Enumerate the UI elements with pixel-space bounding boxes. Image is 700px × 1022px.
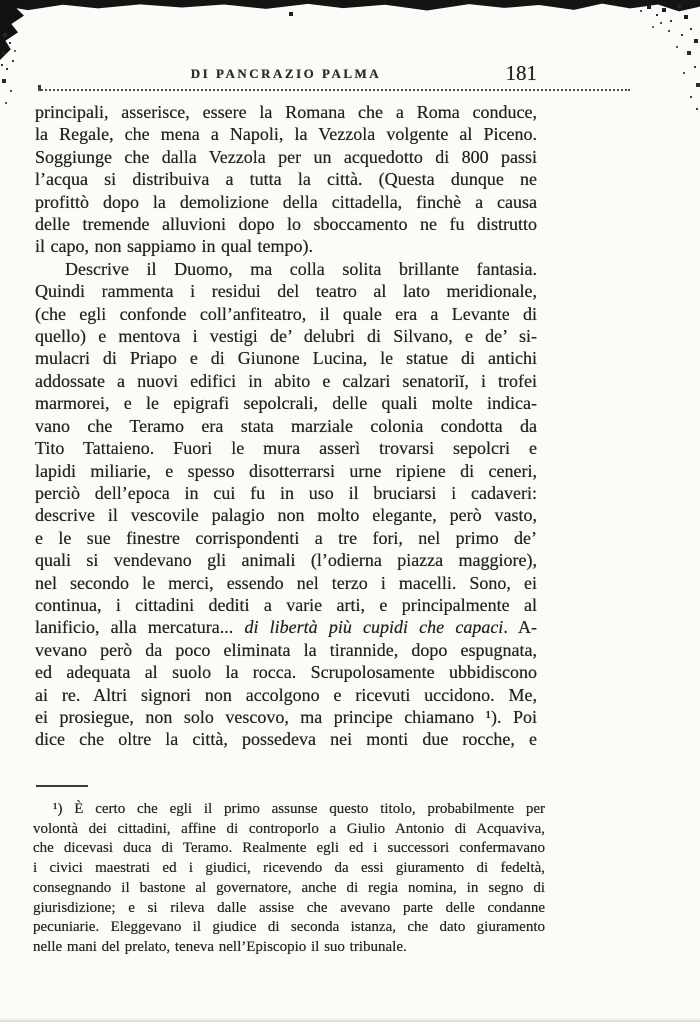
running-header-title: DI PANCRAZIO PALMA [190,66,382,81]
text-segment: . A- [503,617,538,638]
text-line: lapidi miliarie, e spesso disotterrarsi urne ripiene di ceneri, [35,460,537,481]
text-line: consegnando il bastone al governatore, anche di regia nomina, in segno di [33,879,545,896]
text-line: principali, asserisce, essere la Romana che a Roma conduce, [35,102,537,122]
text-line: dice che oltre la città, possedeva nei monti due rocche, e [35,729,537,750]
text-line: i civici maestrati ed i giudici, ricevendo da essi giuramento di fedeltà, [33,860,545,877]
scan-speckles-edges [0,0,2,2]
text-line: quali si vendevano gli animali (l’odierna piazza maggiore), [35,550,537,571]
text-line: quello) e mentova i vestigi de’ delubri di Silvano, e de’ si- [35,326,537,347]
text-line: mulacri di Priapo e di Giunone Lucina, le statue di antichi [35,348,537,369]
text-line: che dicevasi duca di Teramo. Realmente egli ed i successori confermavano [33,840,545,857]
text-line: vano che Teramo era stata marziale colonia condotta da [35,415,537,436]
text-line: Tito Tattaieno. Fuori le mura asserì trovarsi sepolcri e [35,438,537,459]
footnote-separator-rule [36,785,88,787]
text-line: il capo, non sappiamo in qual tempo). [35,236,313,257]
italic-text-segment: di libertà più cupidi che capaci [244,617,504,638]
footnote [33,800,545,958]
scan-artifact-top-edge [0,0,700,12]
text-line: pecuniarie. Eleggevano il giudice di seconda istanza, che dato giuramento [33,919,545,936]
text-line: addossate a nuovi edifici in abito e calzari senatoriĭ, i trofei [35,370,537,391]
text-line [35,616,537,638]
text-line: delle tremende alluvioni dopo lo sboccamento ne fu distrutto [35,214,537,235]
text-line: vevano però da poco eliminata la tirannide, dopo espugnata, [35,639,537,660]
text-line: continua, i cittadini dediti a varie arti, e principalmente al [35,594,537,615]
text-line: l’acqua si distribuiva a tutta la città. (Questa dunque ne [35,169,537,190]
text-line: e le sue finestre corrispondenti a tre fori, nel primo de’ [35,527,537,548]
text-line: nelle mani del prelato, teneva nell’Episcopio il suo tribunale. [33,938,407,955]
text-line: Descrive il Duomo, ma colla solita brillante fantasia. [65,258,537,279]
text-line: profittò dopo la demolizione della cittadella, finchè a causa [35,191,537,212]
text-line: perciò dell’epoca in cui fu in uso il bruciarsi i cadaveri: [35,482,537,503]
text-line: ei prosiegue, non solo vescovo, ma principe chiamano ¹). Poi [35,706,537,727]
text-line: marmorei, e le epigrafi sepolcrali, delle quali molte indica- [35,393,537,414]
header-dotted-rule [38,89,630,91]
text-line: Quindi rammenta i residui del teatro al lato meridionale, [35,281,537,302]
text-line: volontà dei cittadini, affine di controporlo a Giulio Antonio di Acquaviva, [33,820,545,837]
text-line: ¹) È certo che egli il primo assunse questo titolo, probabilmente per [53,801,545,817]
text-line: giurisdizione; e si rileva dalle assise che avevano parte delle condanne [33,899,545,916]
text-line: (che egli confonde coll’anfiteatro, il quale era a Levante di [35,303,537,324]
text-line: descrive il vescovile palagio non molto elegante, però vasto, [35,505,537,526]
text-line: ai re. Altri signori non accolgono e ricevuti uccidono. Me, [35,684,537,705]
text-line: la Regale, che mena a Napoli, la Vezzola volgente al Piceno. [35,124,537,145]
scan-artifact-bottom-edge [0,1018,700,1022]
page-number: 181 [505,61,537,85]
text-segment: lanificio, alla mercatura... [35,617,245,638]
text-line: nel secondo le merci, essendo nel terzo i macelli. Sono, ei [35,572,537,593]
text-line: ed adequata al suolo la rocca. Scrupolosamente ubbidiscono [35,662,537,683]
body-text [35,101,537,751]
text-line: Soggiunge che dalla Vezzola per un acquedotto di 800 passi [35,146,537,167]
